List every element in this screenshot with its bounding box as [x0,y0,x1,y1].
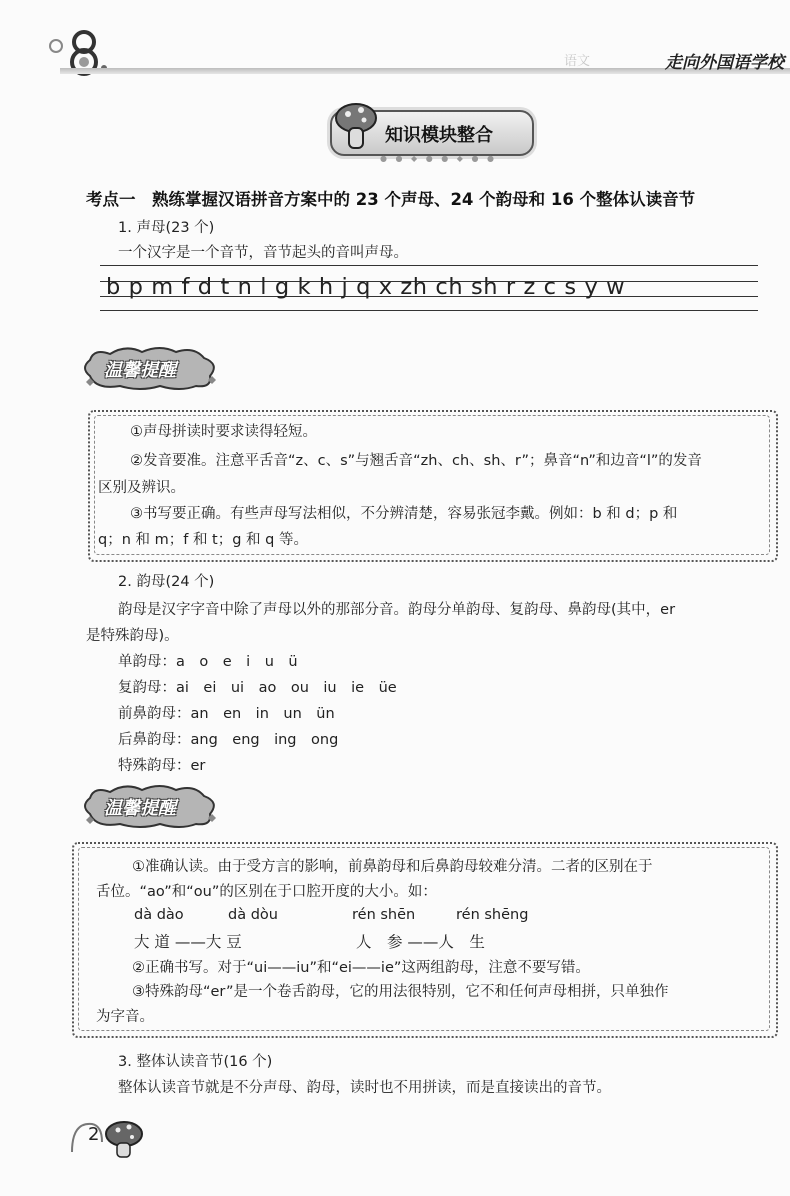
tip2-pinyin-1: dà dào [134,907,184,923]
tip1-line3: 区别及辨识。 [98,480,185,496]
header-faint-text: 语文 [563,54,590,69]
tip2-pinyin-4: rén shēng [456,907,529,923]
mushroom-icon [334,100,378,160]
yunmu-heading: 2. 韵母(24 个) [118,574,215,590]
tip2-line5: 为字音。 [96,1009,154,1025]
tip2-hanzi-1: 大 道 ——大 豆 [134,933,242,951]
tip1-line1: ①声母拼读时要求读得轻短。 [130,424,317,440]
yunmu-row-dan: 单韵母：a o e i u ü [118,654,298,670]
yunmu-desc-1: 韵母是汉字字音中除了声母以外的那部分音。韵母分单韵母、复韵母、鼻韵母(其中，er [118,602,676,618]
yunmu-row-fu: 复韵母：ai ei ui ao ou iu ie üe [118,680,397,696]
tip2-pinyin-2: dà dòu [228,907,278,923]
tip2-line1: ①准确认读。由于受方言的影响，前鼻韵母和后鼻韵母较难分清。二者的区别在于 [132,859,653,875]
tip2-line2: 舌位。“ao”和“ou”的区别在于口腔开度的大小。如： [96,884,437,900]
page-number: 2 [88,1124,100,1145]
tip2-line3: ②正确书写。对于“ui——iu”和“ei——ie”这两组韵母，注意不要写错。 [132,960,590,976]
warm-tip-label-2 [80,784,220,828]
zhengti-description: 整体认读音节就是不分声母、韵母，读时也不用拼读，而是直接读出的音节。 [118,1080,611,1096]
tip1-line5: q；n 和 m；f 和 t；g 和 q 等。 [98,532,308,548]
warm-tip-text-2: 温馨提醒 [104,798,176,819]
badge-dots: ● ● ◆ ● ● ◆ ● ● [380,154,497,163]
yunmu-row-qianbi: 前鼻韵母：an en in un ün [118,706,335,722]
key-point-heading: 考点一 熟练掌握汉语拼音方案中的 23 个声母、24 个韵母和 16 个整体认读音节 [86,190,696,209]
tip2-hanzi-2: 人 参 ——人 生 [356,933,485,951]
yunmu-row-houbi: 后鼻韵母：ang eng ing ong [118,732,339,748]
shengmu-letters: b p m f d t n l g k h j q x zh ch sh r z c s y w [106,274,626,300]
tip1-line2: ②发音要准。注意平舌音“z、c、s”与翘舌音“zh、ch、sh、r”；鼻音“n”和边音“l”的发音 [130,453,702,469]
shengmu-heading: 1. 声母(23 个) [118,220,215,236]
yunmu-row-teshu: 特殊韵母：er [118,758,206,774]
yunmu-desc-2: 是特殊韵母)。 [86,628,179,644]
tip2-pinyin-3: rén shēn [352,907,416,923]
shengmu-description: 一个汉字是一个音节，音节起头的音叫声母。 [118,245,408,261]
series-title: 走向外国语学校 [665,53,784,73]
section-badge-title: 知识模块整合 [385,125,493,146]
page-number-ornament [68,1112,148,1166]
warm-tip-text-1: 温馨提醒 [104,360,176,381]
warm-tip-label-1 [80,346,220,390]
tip2-line4: ③特殊韵母“er”是一个卷舌韵母，它的用法很特别，它不和任何声母相拼，只单独作 [132,984,669,1000]
tip1-line4: ③书写要正确。有些声母写法相似，不分辨清楚，容易张冠李戴。例如：b 和 d；p 和 [130,506,678,522]
zhengti-heading: 3. 整体认读音节(16 个) [118,1054,273,1070]
